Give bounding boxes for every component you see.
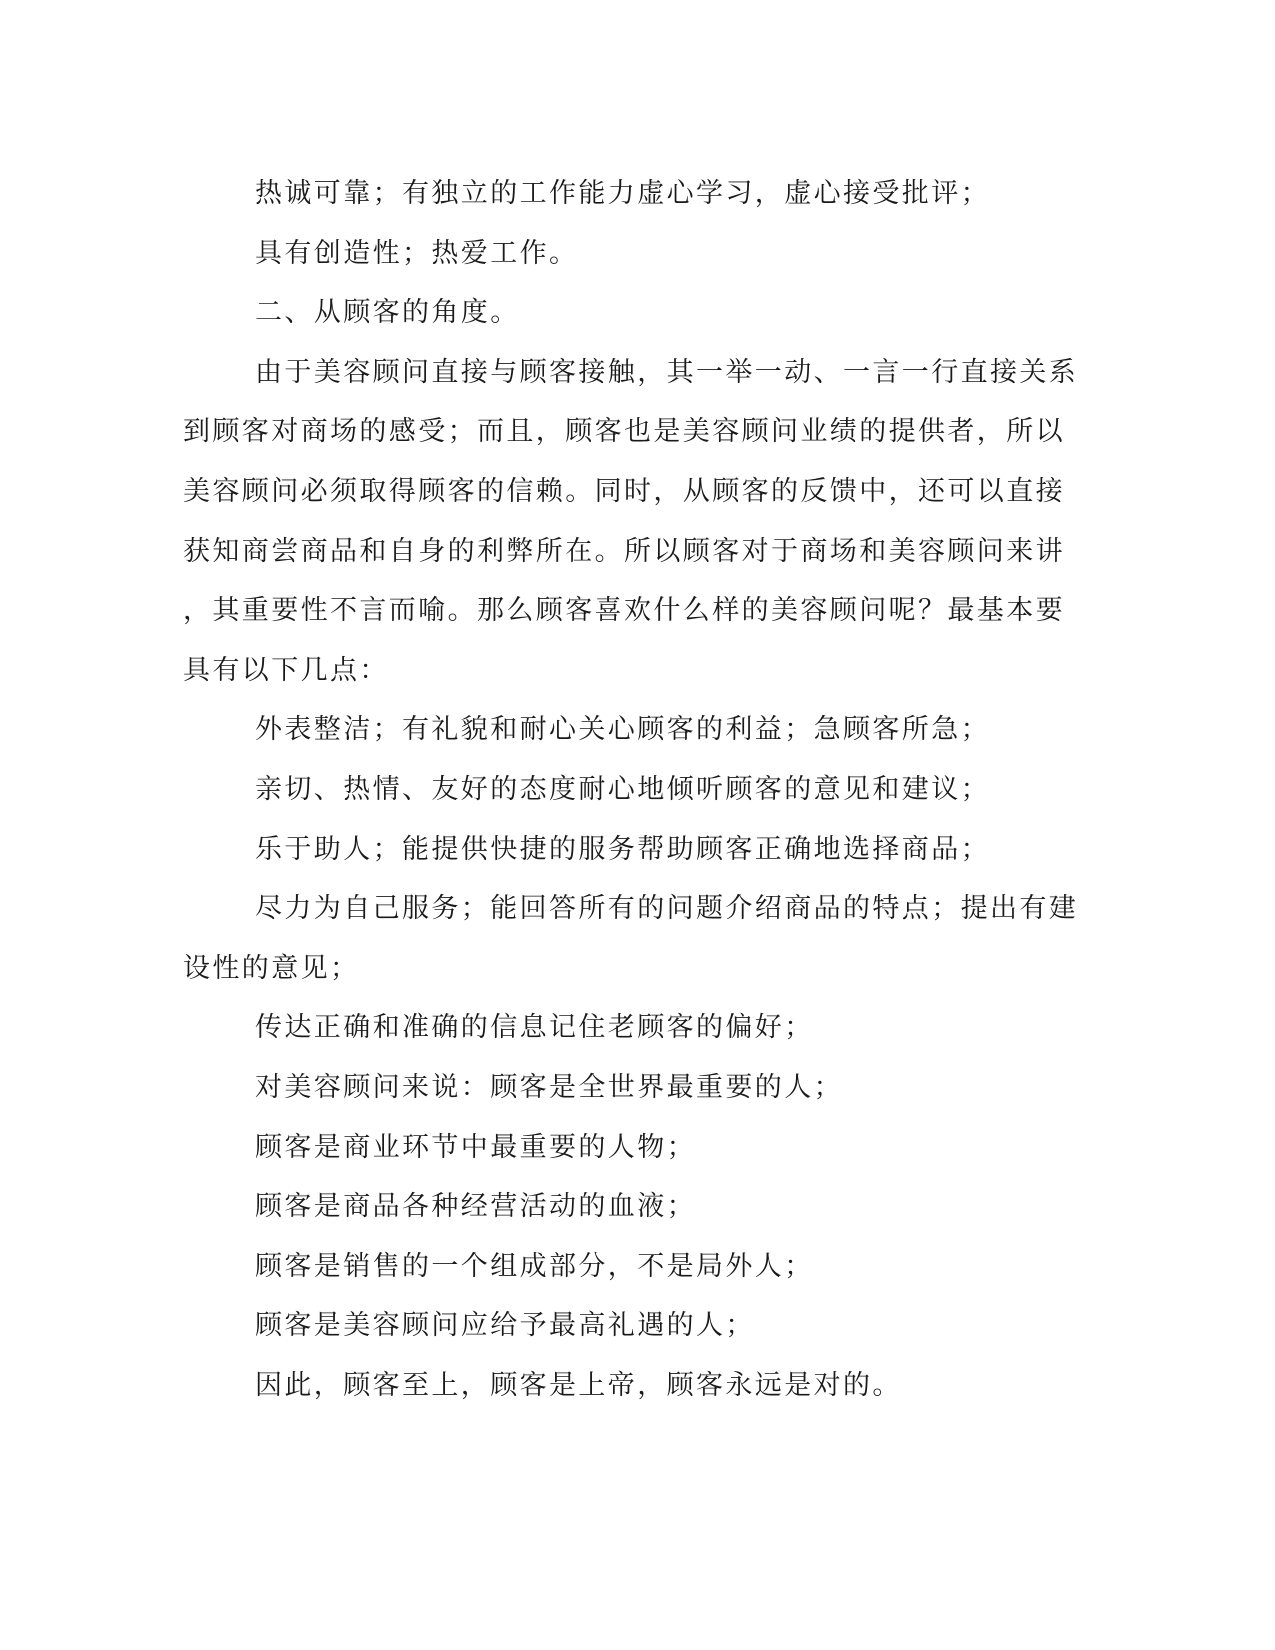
paragraph-11 [183, 1118, 1043, 1178]
text-line: 亲切、热情、友好的态度耐心地倾听顾客的意见和建议； [255, 773, 990, 805]
text-line: 二、从顾客的角度。 [255, 297, 520, 329]
text-line: 热诚可靠；有独立的工作能力虚心学习，虚心接受批评； [255, 178, 990, 209]
text-line: 传达正确和准确的信息记住老顾客的偏好； [255, 1012, 814, 1044]
text-line: 顾客是商品各种经营活动的血液； [255, 1191, 696, 1223]
paragraph-1 [183, 164, 1043, 224]
paragraph-6 [183, 760, 1043, 820]
text-line: 获知商尝商品和自身的利弊所在。所以顾客对于商场和美容顾问来讲 [183, 535, 1065, 567]
text-line: 到顾客对商场的感受；而且，顾客也是美容顾问业绩的提供者，所以 [183, 416, 1065, 448]
text-line: 美容顾问必须取得顾客的信赖。同时，从顾客的反馈中，还可以直接 [183, 475, 1065, 507]
paragraph-8 [183, 879, 1079, 998]
text-line: 外表整洁；有礼貌和耐心关心顾客的利益；急顾客所急； [255, 714, 990, 746]
text-line: 乐于助人；能提供快捷的服务帮助顾客正确地选择商品； [255, 833, 990, 865]
paragraph-5 [183, 700, 1043, 760]
text-line: 顾客是商业环节中最重要的人物； [255, 1131, 696, 1163]
paragraph-13 [183, 1237, 1043, 1297]
section-heading [183, 283, 1043, 343]
text-line: 由于美容顾问直接与顾客接触，其一举一动、一言一行直接关系 [255, 356, 1079, 388]
text-line: 顾客是美容顾问应给予最高礼遇的人； [255, 1310, 755, 1342]
paragraph-10 [183, 1058, 1043, 1118]
paragraph-9 [183, 998, 1043, 1058]
text-line: 具有创造性；热爱工作。 [255, 237, 579, 269]
text-line: 具有以下几点： [183, 654, 389, 686]
text-line: 对美容顾问来说：顾客是全世界最重要的人； [255, 1071, 843, 1103]
text-line: 因此，顾客至上，顾客是上帝，顾客永远是对的。 [255, 1369, 902, 1401]
text-line: 顾客是销售的一个组成部分，不是局外人； [255, 1250, 814, 1282]
text-line: ，其重要性不言而喻。那么顾客喜欢什么样的美容顾问呢？最基本要 [183, 595, 1065, 627]
paragraph-15 [183, 1356, 1043, 1416]
paragraph-14 [183, 1296, 1043, 1356]
paragraph-2 [183, 224, 1043, 284]
paragraph-7 [183, 820, 1043, 880]
document-body [183, 164, 1079, 1415]
paragraph-12 [183, 1177, 1043, 1237]
text-line: 尽力为自己服务；能回答所有的问题介绍商品的特点；提出有建 [255, 893, 1079, 925]
paragraph-4 [183, 343, 1079, 701]
text-line: 设性的意见； [183, 952, 360, 984]
